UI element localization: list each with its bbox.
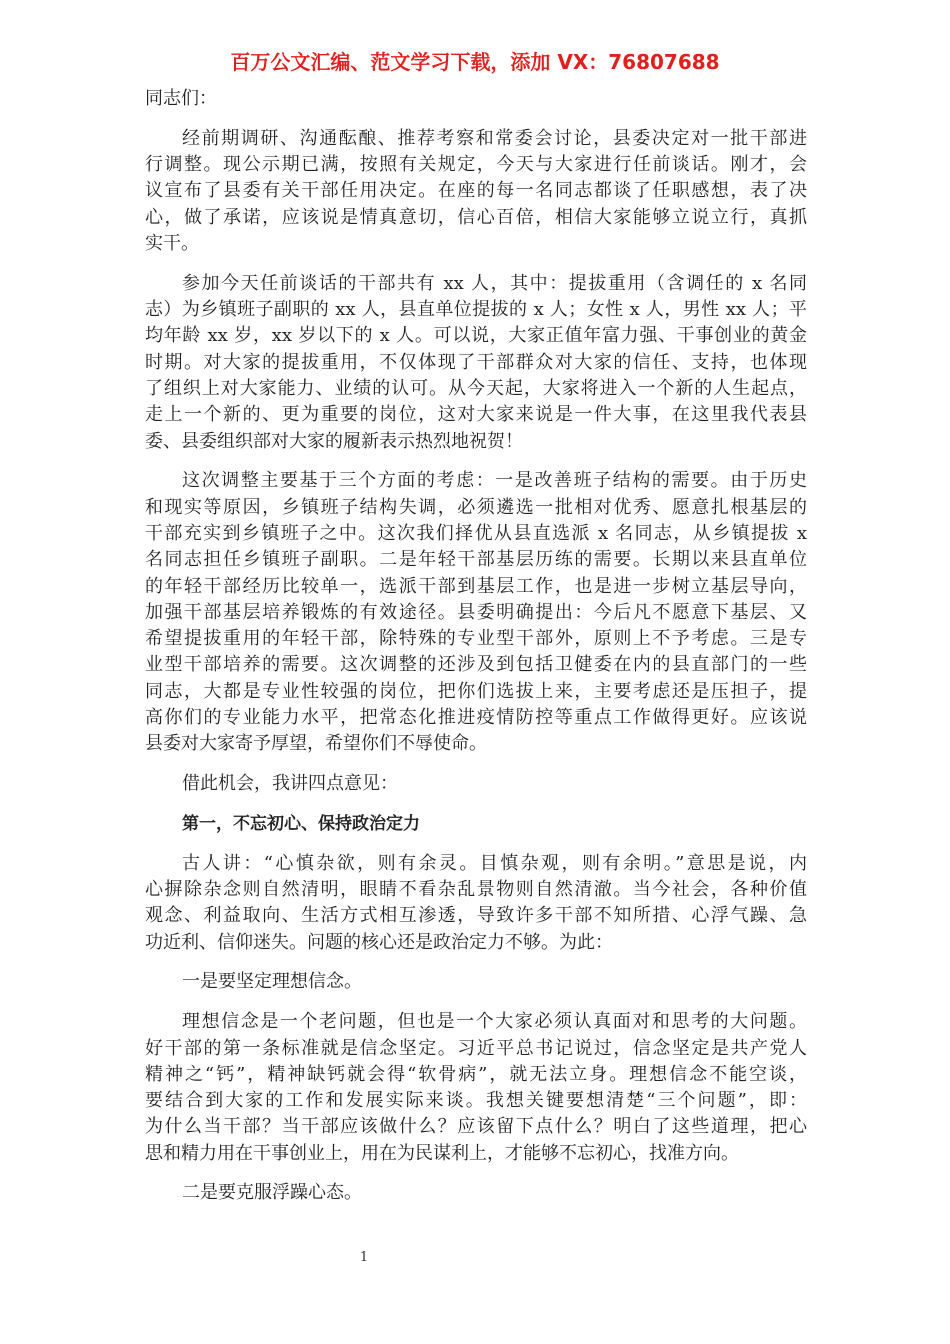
text-line: 议宣布了县委有关干部任用决定。在座的每一名同志都谈了任职感想，表了决 <box>145 180 807 202</box>
text-line: 经前期调研、沟通酝酿、推荐考察和常委会讨论，县委决定对一批干部进 <box>182 127 807 149</box>
text-line: 名同志担任乡镇班子副职。二是年轻干部基层历练的需要。长期以来县直单位 <box>145 549 807 571</box>
text-line: 委、县委组织部对大家的履新表示热烈地祝贺！ <box>145 430 523 452</box>
text-line: 县委对大家寄予厚望，希望你们不辱使命。 <box>145 733 487 755</box>
text-line: 的年轻干部经历比较单一，选派干部到基层工作，也是进一步树立基层导向， <box>145 575 807 597</box>
text-line: 这次调整主要基于三个方面的考虑：一是改善班子结构的需要。由于历史 <box>182 470 807 492</box>
text-line: 第一，不忘初心、保持政治定力 <box>182 813 420 834</box>
text-line: 参加今天任前谈话的干部共有 xx 人，其中：提拔重用（含调任的 x 名同 <box>182 272 807 294</box>
text-line: 了组织上对大家能力、业绩的认可。从今天起，大家将进入一个新的人生起点， <box>145 377 807 399</box>
paragraph <box>145 771 807 797</box>
text-line: 业型干部培养的需要。这次调整的还涉及到包括卫健委在内的县直部门的一些 <box>145 654 807 676</box>
text-line: 干部充实到乡镇班子之中。这次我们择优从县直选派 x 名同志，从乡镇提拔 x <box>145 522 807 544</box>
text-line: 一是要坚定理想信念。 <box>182 971 362 993</box>
text-line: 要结合到大家的工作和发展实际来谈。我想关键要想清楚“三个问题”，即： <box>145 1090 807 1112</box>
text-line: 行调整。现公示期已满，按照有关规定，今天与大家进行任前谈话。刚才，会 <box>145 154 807 176</box>
watermark-banner: 百万公文汇编、范文学习下载，添加 VX：76807688 <box>230 50 720 74</box>
text-line: 二是要克服浮躁心态。 <box>182 1182 362 1204</box>
text-line: 和现实等原因，乡镇班子结构失调，必须遴选一批相对优秀、愿意扎根基层的 <box>145 496 807 518</box>
paragraph <box>145 126 807 257</box>
text-line: 心摒除杂念则自然清明，眼睛不看杂乱景物则自然清澈。当今社会，各种价值 <box>145 879 807 901</box>
text-line: 志）为乡镇班子副职的 xx 人，县直单位提拔的 x 人；女性 x 人，男性 xx 人；平 <box>145 299 807 321</box>
text-line: 希望提拔重用的年轻干部，除特殊的专业型干部外，原则上不予考虑。三是专 <box>145 628 807 650</box>
text-line: 借此机会，我讲四点意见： <box>182 773 398 795</box>
text-line: 均年龄 xx 岁，xx 岁以下的 x 人。可以说，大家正值年富力强、干事创业的黄金 <box>145 325 807 347</box>
text-line: 同志们： <box>145 88 217 109</box>
text-line: 加强干部基层培养锻炼的有效途径。县委明确提出：今后凡不愿意下基层、又 <box>145 601 807 623</box>
text-line: 心，做了承诺，应该说是情真意切，信心百倍，相信大家能够立说立行，真抓 <box>145 206 807 228</box>
page-number: 1 <box>359 1250 369 1265</box>
paragraph <box>145 851 807 956</box>
text-line: 观念、利益取向、生活方式相互渗透，导致许多干部不知所措、心浮气躁、急 <box>145 905 807 927</box>
text-line: 高你们的专业能力水平，把常态化推进疫情防控等重点工作做得更好。应该说 <box>145 707 807 729</box>
section-heading <box>145 811 807 837</box>
paragraph <box>145 1180 807 1206</box>
text-line: 精神之“钙”，精神缺钙就会得“软骨病”，就无法立身。理想信念不能空谈， <box>145 1063 807 1085</box>
paragraph <box>145 969 807 995</box>
paragraph <box>145 1009 807 1167</box>
paragraph <box>145 271 807 455</box>
text-line: 古人讲：“心慎杂欲，则有余灵。目慎杂观，则有余明。”意思是说，内 <box>182 852 807 874</box>
text-line: 实干。 <box>145 232 199 254</box>
paragraph <box>145 86 807 112</box>
text-line: 时期。对大家的提拔重用，不仅体现了干部群众对大家的信任、支持，也体现 <box>145 351 807 373</box>
text-line: 思和精力用在干事创业上，用在为民谋利上，才能够不忘初心，找准方向。 <box>145 1142 739 1164</box>
text-line: 同志，大都是专业性较强的岗位，把你们选拔上来，主要考虑还是压担子，提 <box>145 680 807 702</box>
text-line: 理想信念是一个老问题，但也是一个大家必须认真面对和思考的大问题。 <box>182 1011 807 1033</box>
text-line: 功近利、信仰迷失。问题的核心还是政治定力不够。为此： <box>145 931 613 953</box>
text-line: 为什么当干部？当干部应该做什么？应该留下点什么？明白了这些道理，把心 <box>145 1116 807 1138</box>
text-line: 好干部的第一条标准就是信念坚定。习近平总书记说过，信念坚定是共产党人 <box>145 1037 807 1059</box>
paragraph <box>145 468 807 757</box>
document-body <box>145 86 807 1220</box>
text-line: 走上一个新的、更为重要的岗位，这对大家来说是一件大事，在这里我代表县 <box>145 404 807 426</box>
